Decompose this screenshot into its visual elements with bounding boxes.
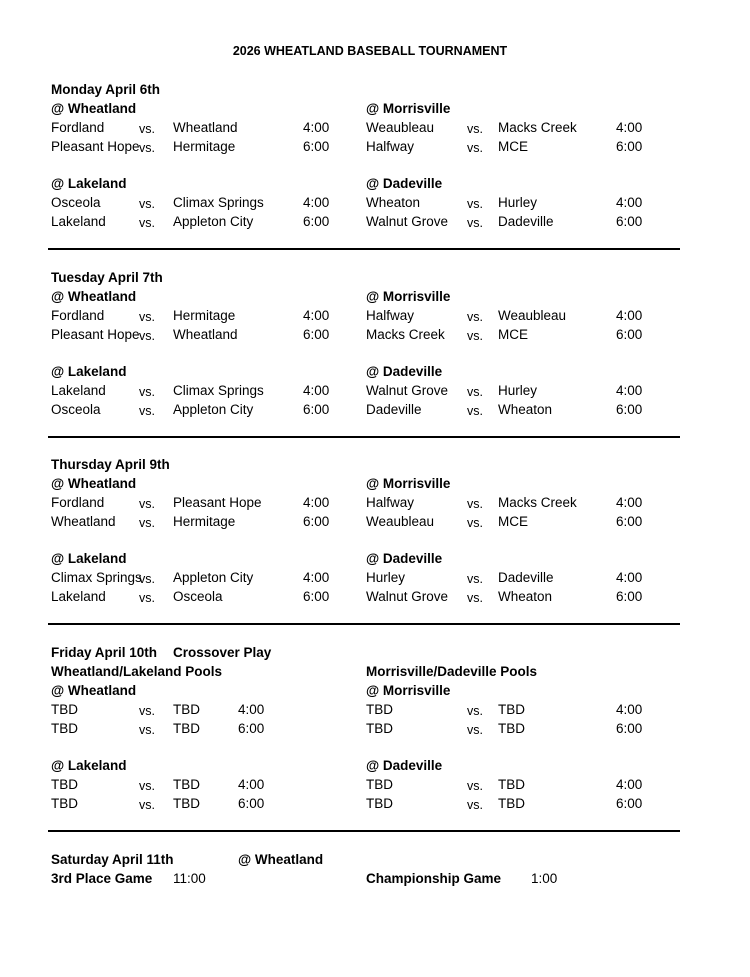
team-away: TBD xyxy=(173,796,200,811)
site-heading: @ Lakeland xyxy=(51,551,127,566)
game-time: 4:00 xyxy=(303,570,330,585)
team-away: Wheatland xyxy=(173,120,238,135)
versus-label: vs. xyxy=(139,329,155,343)
game-time: 4:00 xyxy=(303,195,330,210)
game-time: 6:00 xyxy=(303,402,330,417)
game-time: 6:00 xyxy=(303,514,330,529)
team-home: Fordland xyxy=(51,308,105,323)
game-time: 4:00 xyxy=(303,383,330,398)
site-heading: @ Wheatland xyxy=(51,683,137,698)
versus-label: vs. xyxy=(467,723,483,737)
team-home: Halfway xyxy=(366,495,415,510)
versus-label: vs. xyxy=(139,591,155,605)
game-time: 4:00 xyxy=(616,308,643,323)
site-heading: @ Wheatland xyxy=(51,476,137,491)
game-time: 4:00 xyxy=(616,570,643,585)
team-away: Pleasant Hope xyxy=(173,495,262,510)
section-divider xyxy=(48,623,680,625)
team-away: MCE xyxy=(498,139,528,154)
versus-label: vs. xyxy=(467,591,483,605)
game-time: 6:00 xyxy=(616,214,643,229)
team-home: Pleasant Hope xyxy=(51,327,140,342)
versus-label: vs. xyxy=(467,572,483,586)
team-away: TBD xyxy=(498,721,525,736)
team-away: TBD xyxy=(173,721,200,736)
team-away: TBD xyxy=(173,777,200,792)
versus-label: vs. xyxy=(467,310,483,324)
versus-label: vs. xyxy=(467,516,483,530)
site-heading: @ Morrisville xyxy=(366,289,451,304)
team-away: Appleton City xyxy=(173,402,254,417)
versus-label: vs. xyxy=(139,723,155,737)
team-home: TBD xyxy=(51,702,78,717)
game-time: 6:00 xyxy=(616,139,643,154)
team-away: Weaubleau xyxy=(498,308,567,323)
versus-label: vs. xyxy=(139,141,155,155)
game-time: 4:00 xyxy=(616,383,643,398)
team-away: TBD xyxy=(173,702,200,717)
team-away: Climax Springs xyxy=(173,383,264,398)
versus-label: vs. xyxy=(467,141,483,155)
team-home: Wheaton xyxy=(366,195,421,210)
crossover-subtitle: Crossover Play xyxy=(173,645,272,660)
team-home: Lakeland xyxy=(51,214,106,229)
team-home: Walnut Grove xyxy=(366,589,449,604)
site-heading: @ Morrisville xyxy=(366,101,451,116)
game-time: 4:00 xyxy=(616,195,643,210)
site-heading: @ Wheatland xyxy=(51,101,137,116)
team-home: Climax Springs xyxy=(51,570,142,585)
versus-label: vs. xyxy=(467,122,483,136)
versus-label: vs. xyxy=(139,310,155,324)
site-heading: @ Wheatland xyxy=(238,852,324,867)
section-divider xyxy=(48,248,680,250)
versus-label: vs. xyxy=(139,122,155,136)
team-home: Halfway xyxy=(366,139,415,154)
versus-label: vs. xyxy=(467,216,483,230)
day-heading: Thursday April 9th xyxy=(51,457,170,472)
team-home: Weaubleau xyxy=(366,514,435,529)
pool-heading: Wheatland/Lakeland Pools xyxy=(51,664,223,679)
site-heading: @ Dadeville xyxy=(366,176,443,191)
team-away: Wheaton xyxy=(498,589,553,604)
section-divider xyxy=(48,830,680,832)
game-time: 6:00 xyxy=(616,589,643,604)
pool-heading: Morrisville/Dadeville Pools xyxy=(366,664,538,679)
game-time: 6:00 xyxy=(616,514,643,529)
team-away: TBD xyxy=(498,777,525,792)
versus-label: vs. xyxy=(139,798,155,812)
game-time: 4:00 xyxy=(238,702,265,717)
team-home: TBD xyxy=(51,796,78,811)
site-heading: @ Dadeville xyxy=(366,364,443,379)
team-home: Pleasant Hope xyxy=(51,139,140,154)
team-away: Climax Springs xyxy=(173,195,264,210)
site-heading: @ Dadeville xyxy=(366,551,443,566)
game-time: 6:00 xyxy=(616,327,643,342)
site-heading: @ Morrisville xyxy=(366,476,451,491)
team-away: Appleton City xyxy=(173,570,254,585)
game-time: 4:00 xyxy=(616,120,643,135)
team-home: Dadeville xyxy=(366,402,422,417)
team-home: Walnut Grove xyxy=(366,214,449,229)
versus-label: vs. xyxy=(139,704,155,718)
team-home: Hurley xyxy=(366,570,406,585)
team-home: Wheatland xyxy=(51,514,116,529)
versus-label: vs. xyxy=(139,516,155,530)
team-home: TBD xyxy=(366,777,393,792)
team-away: Wheaton xyxy=(498,402,553,417)
team-home: Osceola xyxy=(51,402,101,417)
game-time: 6:00 xyxy=(303,589,330,604)
site-heading: @ Lakeland xyxy=(51,176,127,191)
team-away: Macks Creek xyxy=(498,495,577,510)
team-home: TBD xyxy=(366,702,393,717)
team-home: Fordland xyxy=(51,120,105,135)
team-away: Osceola xyxy=(173,589,223,604)
team-away: TBD xyxy=(498,702,525,717)
team-home: Fordland xyxy=(51,495,105,510)
versus-label: vs. xyxy=(467,404,483,418)
site-heading: @ Lakeland xyxy=(51,364,127,379)
versus-label: vs. xyxy=(139,385,155,399)
page-title: 2026 WHEATLAND BASEBALL TOURNAMENT xyxy=(232,44,508,58)
versus-label: vs. xyxy=(139,497,155,511)
day-heading: Monday April 6th xyxy=(51,82,161,97)
team-away: Dadeville xyxy=(498,570,554,585)
site-heading: @ Wheatland xyxy=(51,289,137,304)
versus-label: vs. xyxy=(467,197,483,211)
versus-label: vs. xyxy=(139,572,155,586)
championship-label: Championship Game xyxy=(366,871,502,886)
versus-label: vs. xyxy=(139,216,155,230)
game-time: 6:00 xyxy=(238,721,265,736)
game-time: 4:00 xyxy=(303,495,330,510)
versus-label: vs. xyxy=(467,779,483,793)
versus-label: vs. xyxy=(467,704,483,718)
team-home: TBD xyxy=(366,721,393,736)
versus-label: vs. xyxy=(139,404,155,418)
team-home: Osceola xyxy=(51,195,101,210)
section-divider xyxy=(48,436,680,438)
team-home: Walnut Grove xyxy=(366,383,449,398)
game-time: 6:00 xyxy=(303,327,330,342)
third-place-label: 3rd Place Game xyxy=(51,871,153,886)
game-time: 4:00 xyxy=(303,308,330,323)
team-home: Weaubleau xyxy=(366,120,435,135)
team-away: TBD xyxy=(498,796,525,811)
team-away: Hermitage xyxy=(173,308,236,323)
versus-label: vs. xyxy=(139,197,155,211)
team-away: Appleton City xyxy=(173,214,254,229)
team-away: Hermitage xyxy=(173,514,236,529)
game-time: 6:00 xyxy=(303,214,330,229)
team-away: Hurley xyxy=(498,195,538,210)
game-time: 6:00 xyxy=(238,796,265,811)
site-heading: @ Morrisville xyxy=(366,683,451,698)
team-away: Hermitage xyxy=(173,139,236,154)
third-place-time: 11:00 xyxy=(173,871,206,886)
game-time: 4:00 xyxy=(238,777,265,792)
team-home: TBD xyxy=(366,796,393,811)
day-heading: Tuesday April 7th xyxy=(51,270,163,285)
versus-label: vs. xyxy=(139,779,155,793)
game-time: 6:00 xyxy=(616,402,643,417)
game-time: 4:00 xyxy=(616,777,643,792)
versus-label: vs. xyxy=(467,798,483,812)
team-away: MCE xyxy=(498,327,528,342)
game-time: 4:00 xyxy=(303,120,330,135)
day-heading: Saturday April 11th xyxy=(51,852,174,867)
team-home: Macks Creek xyxy=(366,327,445,342)
game-time: 6:00 xyxy=(616,721,643,736)
team-away: Macks Creek xyxy=(498,120,577,135)
championship-time: 1:00 xyxy=(531,871,558,886)
team-home: TBD xyxy=(51,777,78,792)
game-time: 4:00 xyxy=(616,702,643,717)
team-home: Halfway xyxy=(366,308,415,323)
versus-label: vs. xyxy=(467,329,483,343)
team-home: Lakeland xyxy=(51,589,106,604)
team-home: Lakeland xyxy=(51,383,106,398)
versus-label: vs. xyxy=(467,385,483,399)
game-time: 6:00 xyxy=(303,139,330,154)
day-heading: Friday April 10th xyxy=(51,645,158,660)
versus-label: vs. xyxy=(467,497,483,511)
team-home: TBD xyxy=(51,721,78,736)
team-away: MCE xyxy=(498,514,528,529)
site-heading: @ Dadeville xyxy=(366,758,443,773)
team-away: Hurley xyxy=(498,383,538,398)
game-time: 6:00 xyxy=(616,796,643,811)
site-heading: @ Lakeland xyxy=(51,758,127,773)
team-away: Wheatland xyxy=(173,327,238,342)
team-away: Dadeville xyxy=(498,214,554,229)
game-time: 4:00 xyxy=(616,495,643,510)
